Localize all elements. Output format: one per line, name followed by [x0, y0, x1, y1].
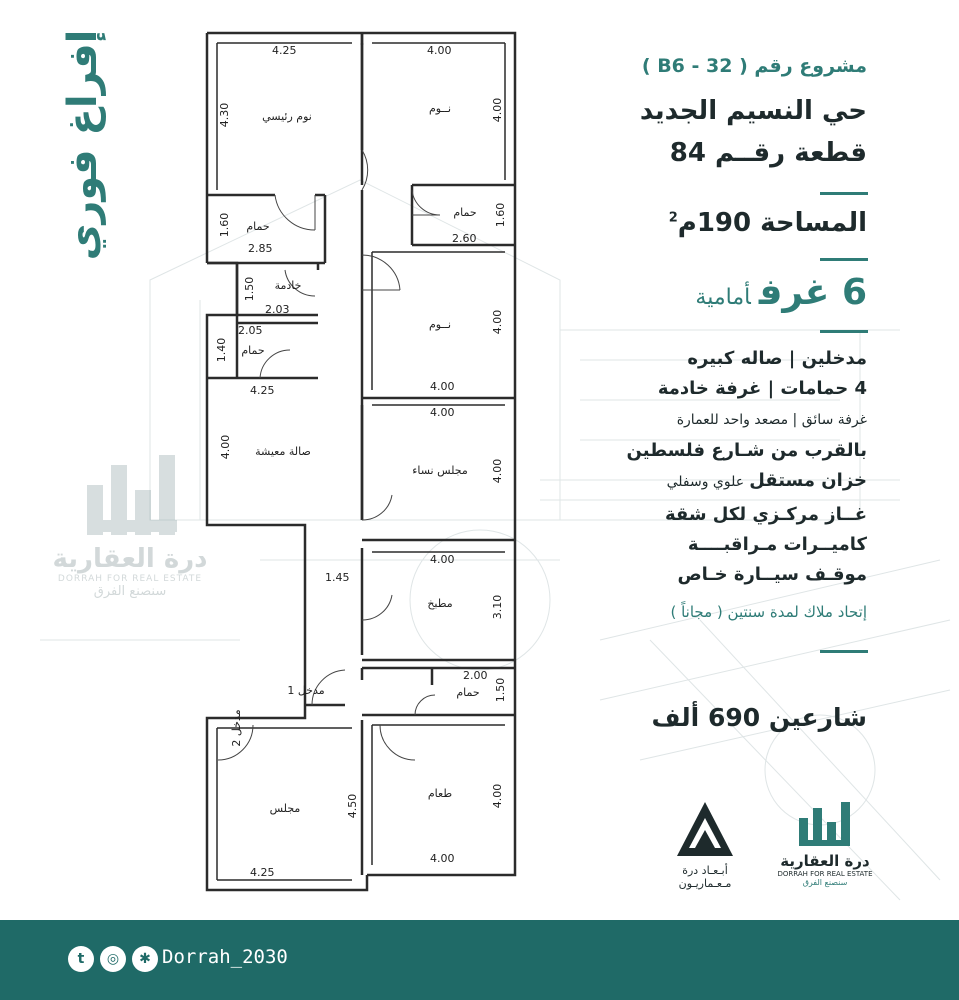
feature-7: كاميــرات مـراقبــــة [687, 534, 867, 555]
dim-bath2-height: 1.60 [494, 202, 507, 228]
dim-bath2-width: 2.60 [452, 232, 477, 245]
area-label: المساحة [760, 208, 867, 238]
dim-maid-width: 2.03 [265, 303, 290, 316]
dim-majlis-height: 4.50 [346, 793, 359, 819]
dim-majlis-width: 4.25 [250, 866, 275, 879]
feature-3: غرفة سائق | مصعد واحد للعمارة [676, 412, 867, 428]
divider-rule [820, 650, 868, 653]
dim-bath1-width: 2.85 [248, 242, 273, 255]
dim-bath3-height: 1.40 [215, 337, 228, 363]
room-dining: طعام [427, 787, 453, 800]
divider-rule [820, 258, 868, 261]
abaad-dorrah-logo [660, 800, 750, 900]
area-unit-superscript: 2 [668, 210, 678, 226]
feature-2: 4 حمامات | غرفة خادمة [657, 378, 867, 399]
abaad-bottom: مـعـماريـون [678, 877, 732, 890]
dim-bed1-height: 4.00 [491, 97, 504, 123]
dorrah-name-en: DORRAH FOR REAL ESTATE [777, 870, 873, 878]
rooms-count: 6 غرف [758, 272, 867, 313]
dim-dining-height: 4.00 [491, 783, 504, 809]
dim-dining-width: 4.00 [430, 852, 455, 865]
room-entry-1: مدخل 1 [287, 684, 325, 697]
dim-bath1-height: 1.60 [218, 212, 231, 238]
snapchat-icon[interactable]: ✱ [132, 946, 158, 972]
dorrah-name-ar: درة العقارية [780, 852, 870, 870]
divider-rule [820, 192, 868, 195]
project-number: ( B6 - 32 ) [641, 55, 748, 77]
district-name: حي النسيم الجديد [639, 96, 867, 126]
dim-kitchen-width: 4.00 [430, 553, 455, 566]
feature-8: موقـف سيــارة خـاص [677, 564, 867, 585]
dim-women-width: 4.00 [430, 406, 455, 419]
dim-bath3-width: 2.05 [238, 324, 263, 337]
dim-bed2-width: 4.00 [430, 380, 455, 393]
feature-1: مدخلين | صاله كبيره [687, 348, 867, 369]
room-bathroom-4: حمام [456, 686, 480, 699]
room-maid: خادمة [274, 279, 302, 292]
room-master-bedroom: نوم رئيسي [262, 110, 312, 123]
room-bathroom-2: حمام [453, 206, 477, 219]
feature-5-main: خزان مستقل [749, 470, 867, 491]
dim-bath4-width: 2.00 [463, 669, 488, 682]
feature-6: غــاز مركـزي لكل شقة [664, 504, 867, 525]
area-line [669, 208, 867, 238]
dim-kitchen-height: 3.10 [491, 594, 504, 620]
dorrah-logo [770, 800, 880, 910]
feature-4: بالقرب من شـارع فلسطين [626, 440, 867, 461]
room-bedroom-1: نــوم [429, 102, 451, 115]
price: شارعين 690 ألف [651, 703, 867, 732]
room-women-majlis: مجلس نساء [412, 464, 468, 477]
room-bathroom-1: حمام [246, 220, 270, 233]
project-number-line [642, 55, 867, 77]
triangle-logo-icon [675, 800, 735, 860]
abaad-top: أبـعـاد درة [682, 864, 728, 877]
dim-bath4-height: 1.50 [494, 677, 507, 703]
dorrah-tagline: سنصنع الفرق [802, 878, 848, 887]
room-kitchen: مطبخ [427, 597, 453, 610]
dim-corridor-width: 1.45 [325, 571, 350, 584]
instagram-icon[interactable]: ◎ [100, 946, 126, 972]
rooms-line [695, 272, 867, 313]
dim-bed1-width: 4.00 [427, 44, 452, 57]
dim-master-width: 4.25 [272, 44, 297, 57]
project-label: مشروع رقم [754, 55, 867, 77]
dim-bed2-height: 4.00 [491, 309, 504, 335]
divider-rule [820, 330, 868, 333]
room-entry-2: مدخل 2 [230, 709, 243, 747]
dim-living-width: 4.25 [250, 384, 275, 397]
room-majlis: مجلس [269, 802, 301, 815]
dim-master-height: 4.30 [218, 102, 231, 128]
watermark-name-en: DORRAH FOR REAL ESTATE [57, 574, 203, 584]
footer-bar [0, 920, 959, 1000]
slogan-text: إفراغ فوري [60, 30, 106, 260]
room-bathroom-3: حمام [241, 344, 265, 357]
plot-number: قطعة رقــم 84 [669, 138, 867, 168]
social-handle[interactable]: Dorrah_2030 [162, 946, 288, 968]
dim-living-height: 4.00 [219, 434, 232, 460]
watermark-name-ar: درة العقارية [52, 544, 208, 574]
dim-maid-height: 1.50 [243, 276, 256, 302]
watermark-tagline: سنصنع الفرق [93, 584, 167, 599]
twitter-icon[interactable]: t [68, 946, 94, 972]
feature-5-sub: علوي وسفلي [666, 474, 745, 490]
owners-union-note: إتحاد ملاك لمدة سنتين ( مجاناً ) [670, 603, 867, 621]
feature-5 [667, 470, 867, 491]
area-value: 190م [677, 208, 752, 238]
rooms-type: أمامية [695, 285, 751, 310]
room-living: صالة معيشة [255, 445, 311, 458]
dim-women-height: 4.00 [491, 458, 504, 484]
dorrah-logo-mark-icon [795, 800, 855, 848]
room-bedroom-2: نــوم [429, 318, 451, 331]
